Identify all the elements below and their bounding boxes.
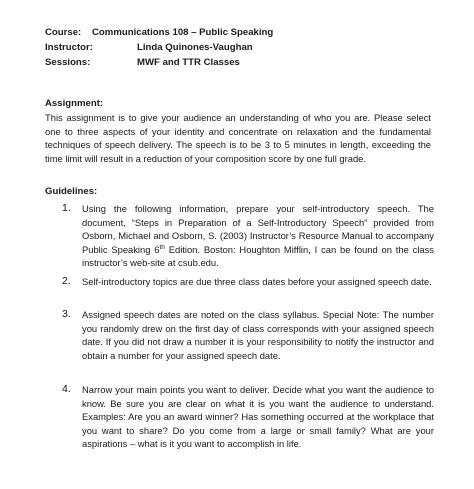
guideline-item-2 xyxy=(62,275,434,289)
guideline-text: Self-introductory topics are due three class dates before your assigned speech date. xyxy=(82,276,432,287)
guideline-text: Assigned speech dates are noted on the class syllabus. Special Note: The number you randomly drew on the first day of class corresponds with your assigned speech date. If you did not draw a number it is your responsibility to notify the instructor and obtain a number for your assigned speech date. xyxy=(82,309,434,361)
guideline-text-part: Using the following information, prepare your self-introductory speech. The document, “Steps in Preparation of a Self-Introductory Speech” provided from Osborn, Michael and Osborn, S. (2003) Instructor’s Resource Manual to accompany Public Speaking 6 xyxy=(82,203,434,255)
guideline-number: 3. xyxy=(62,308,71,320)
sessions-row xyxy=(45,57,240,69)
guideline-number: 1. xyxy=(62,202,71,214)
guidelines-heading: Guidelines: xyxy=(45,186,98,197)
assignment-text: This assignment is to give your audience an understanding of who you are. Please select one to three aspects of your identity and concentrate on relaxation and the fundamental techniques of speech delivery. The speech is to be 3 to 5 minutes in length, exceeding the time limit will result in a reduction of your composition score by one full grade. xyxy=(45,112,431,164)
guideline-number: 2. xyxy=(62,275,71,287)
course-label: Course: xyxy=(45,27,82,38)
course-row xyxy=(45,27,273,39)
guideline-item-4 xyxy=(62,383,434,451)
instructor-label: Instructor: xyxy=(45,42,93,53)
sessions-label: Sessions: xyxy=(45,57,91,68)
guideline-item-1 xyxy=(62,202,434,270)
sessions-value: MWF and TTR Classes xyxy=(137,57,240,68)
instructor-value: Linda Quinones-Vaughan xyxy=(137,42,253,53)
course-value: Communications 108 – Public Speaking xyxy=(92,27,274,38)
assignment-heading: Assignment: xyxy=(45,98,104,109)
guideline-item-3 xyxy=(62,308,434,362)
guideline-text: Narrow your main points you want to deliver. Decide what you want the audience to know. Be sure you are clear on what it is you want the audience to understand. Examples: Are you an award winner? Has something occurred at the workplace that you want to share? Do you come from a large or small family? What are your aspirations – what is it you want to accomplish in life. xyxy=(82,384,434,450)
guideline-text-part: Edition. Boston: Houghton Mifflin, I can be found on the class instructor’s web-site at csub.edu. xyxy=(82,243,434,269)
instructor-row xyxy=(45,42,253,54)
guideline-number: 4. xyxy=(62,383,71,395)
superscript-th: th xyxy=(159,243,165,251)
guideline-text xyxy=(82,202,434,270)
